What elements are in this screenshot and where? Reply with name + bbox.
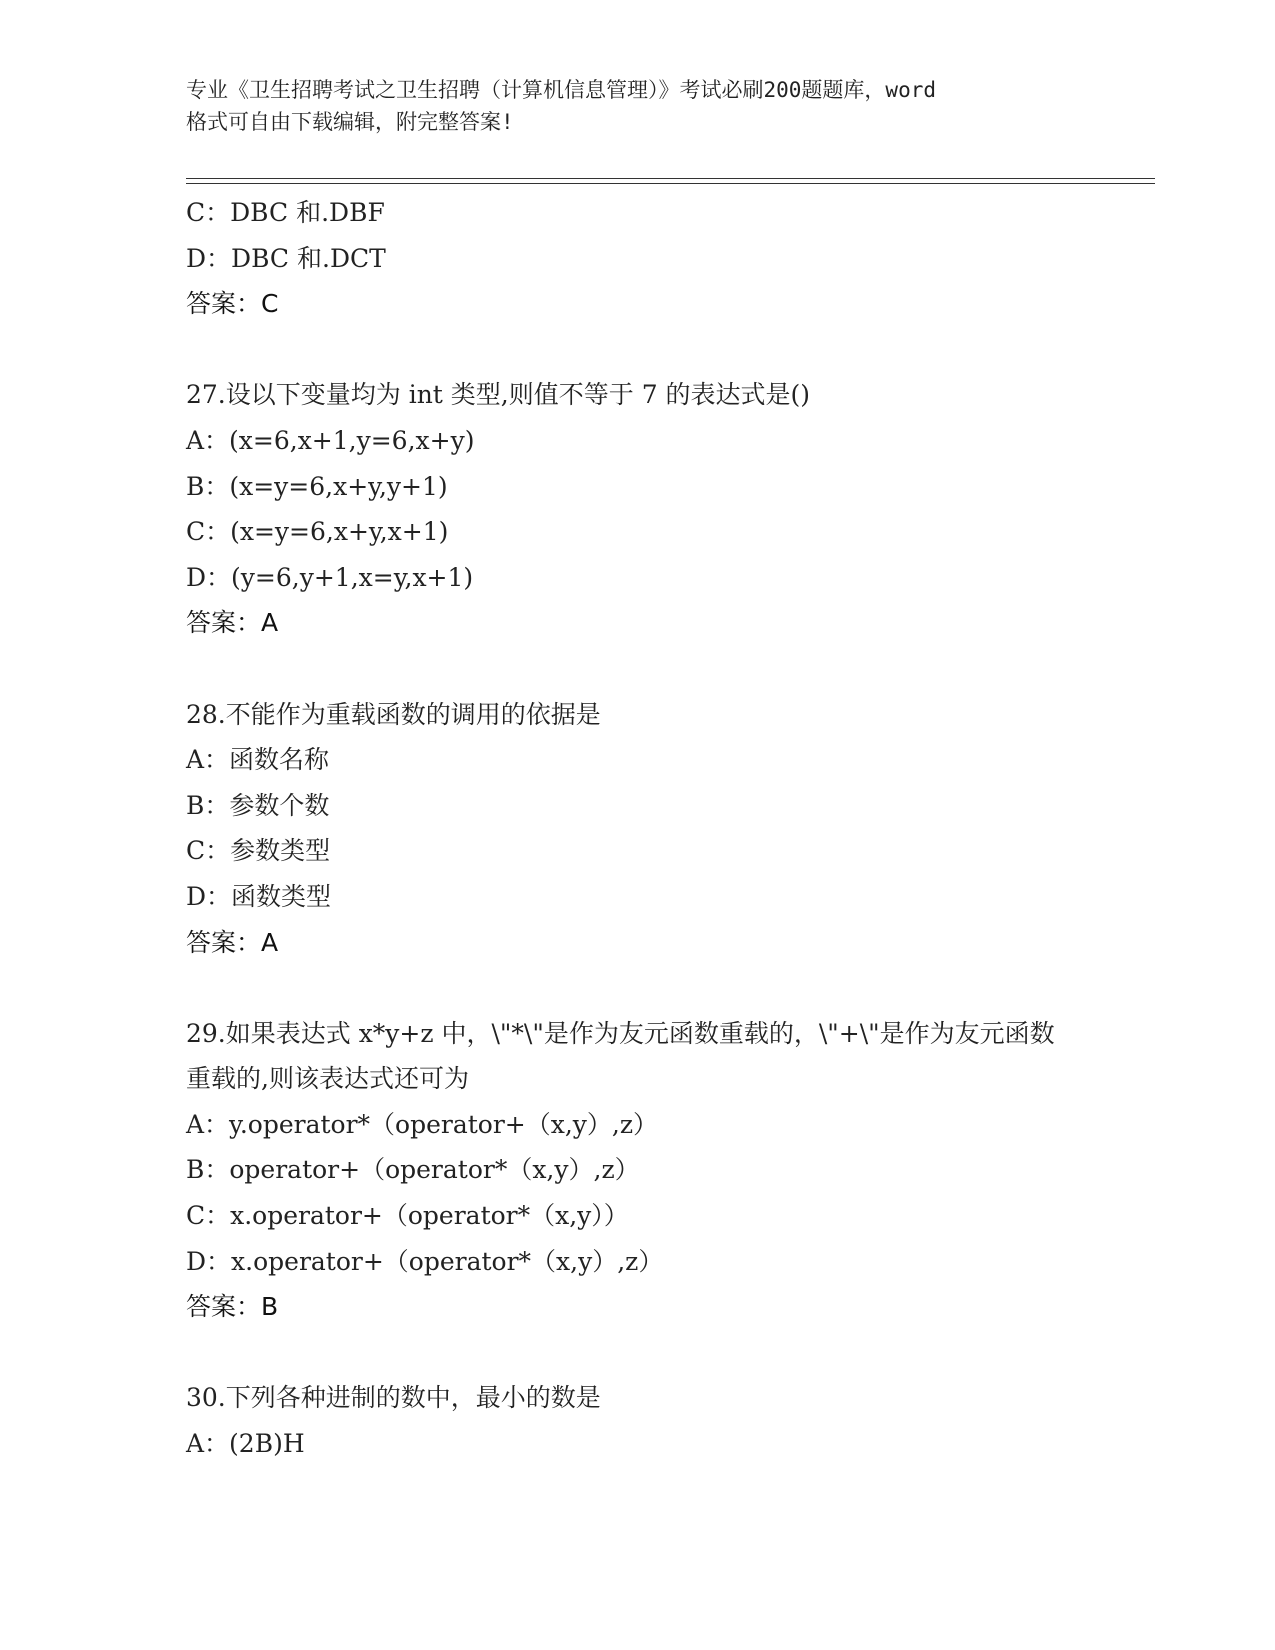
question-text: 27.设以下变量均为 int 类型,则值不等于 7 的表达式是() xyxy=(186,380,811,410)
question-28 xyxy=(186,692,1146,966)
option-d: D：DBC 和.DCT xyxy=(186,243,386,273)
question-list xyxy=(186,190,1146,1467)
question-27 xyxy=(186,372,1146,646)
question-30 xyxy=(186,1375,1146,1466)
option-d: D：函数类型 xyxy=(186,881,332,911)
spacer xyxy=(186,965,1146,1011)
option-b: B：operator+（operator*（x,y）,z） xyxy=(186,1155,640,1185)
option-c: C：(x=y=6,x+y,x+1) xyxy=(186,517,449,547)
option-a: A：函数名称 xyxy=(186,745,330,775)
answer: 答案：A xyxy=(186,608,279,638)
option-c: C：x.operator+（operator*（x,y）） xyxy=(186,1201,629,1231)
option-c: C：参数类型 xyxy=(186,836,331,866)
question-29 xyxy=(186,1011,1146,1330)
answer: 答案：B xyxy=(186,1292,279,1322)
header-title-line-1: 专业《卫生招聘考试之卫生招聘（计算机信息管理）》考试必刷200题题库，word xyxy=(186,78,936,102)
option-a: A：(2B)H xyxy=(186,1429,305,1459)
question-text: 29.如果表达式 x*y+z 中，\"*\"是作为友元函数重载的，\"+\"是作为友元函数重载的,则该表达式还可为 xyxy=(186,1018,1055,1094)
option-a: A：y.operator*（operator+（x,y）,z） xyxy=(186,1109,659,1139)
spacer xyxy=(186,327,1146,373)
answer: 答案：C xyxy=(186,289,279,319)
question-text: 28.不能作为重载函数的调用的依据是 xyxy=(186,699,601,729)
answer: 答案：A xyxy=(186,927,279,957)
option-d: D：x.operator+（operator*（x,y）,z） xyxy=(186,1246,664,1276)
option-a: A：(x=6,x+1,y=6,x+y) xyxy=(186,425,475,455)
option-d: D：(y=6,y+1,x=y,x+1) xyxy=(186,562,474,592)
question-text: 30.下列各种进制的数中，最小的数是 xyxy=(186,1383,601,1413)
spacer xyxy=(186,1330,1146,1376)
option-b: B：参数个数 xyxy=(186,790,330,820)
header-divider-bottom xyxy=(186,183,1155,184)
question-26 xyxy=(186,190,1146,327)
header-title-line-2: 格式可自由下载编辑，附完整答案! xyxy=(186,110,514,134)
option-c: C：DBC 和.DBF xyxy=(186,198,385,227)
spacer xyxy=(186,646,1146,692)
header-divider-top xyxy=(186,178,1155,179)
document-header xyxy=(186,74,1086,138)
option-b: B：(x=y=6,x+y,y+1) xyxy=(186,471,448,501)
